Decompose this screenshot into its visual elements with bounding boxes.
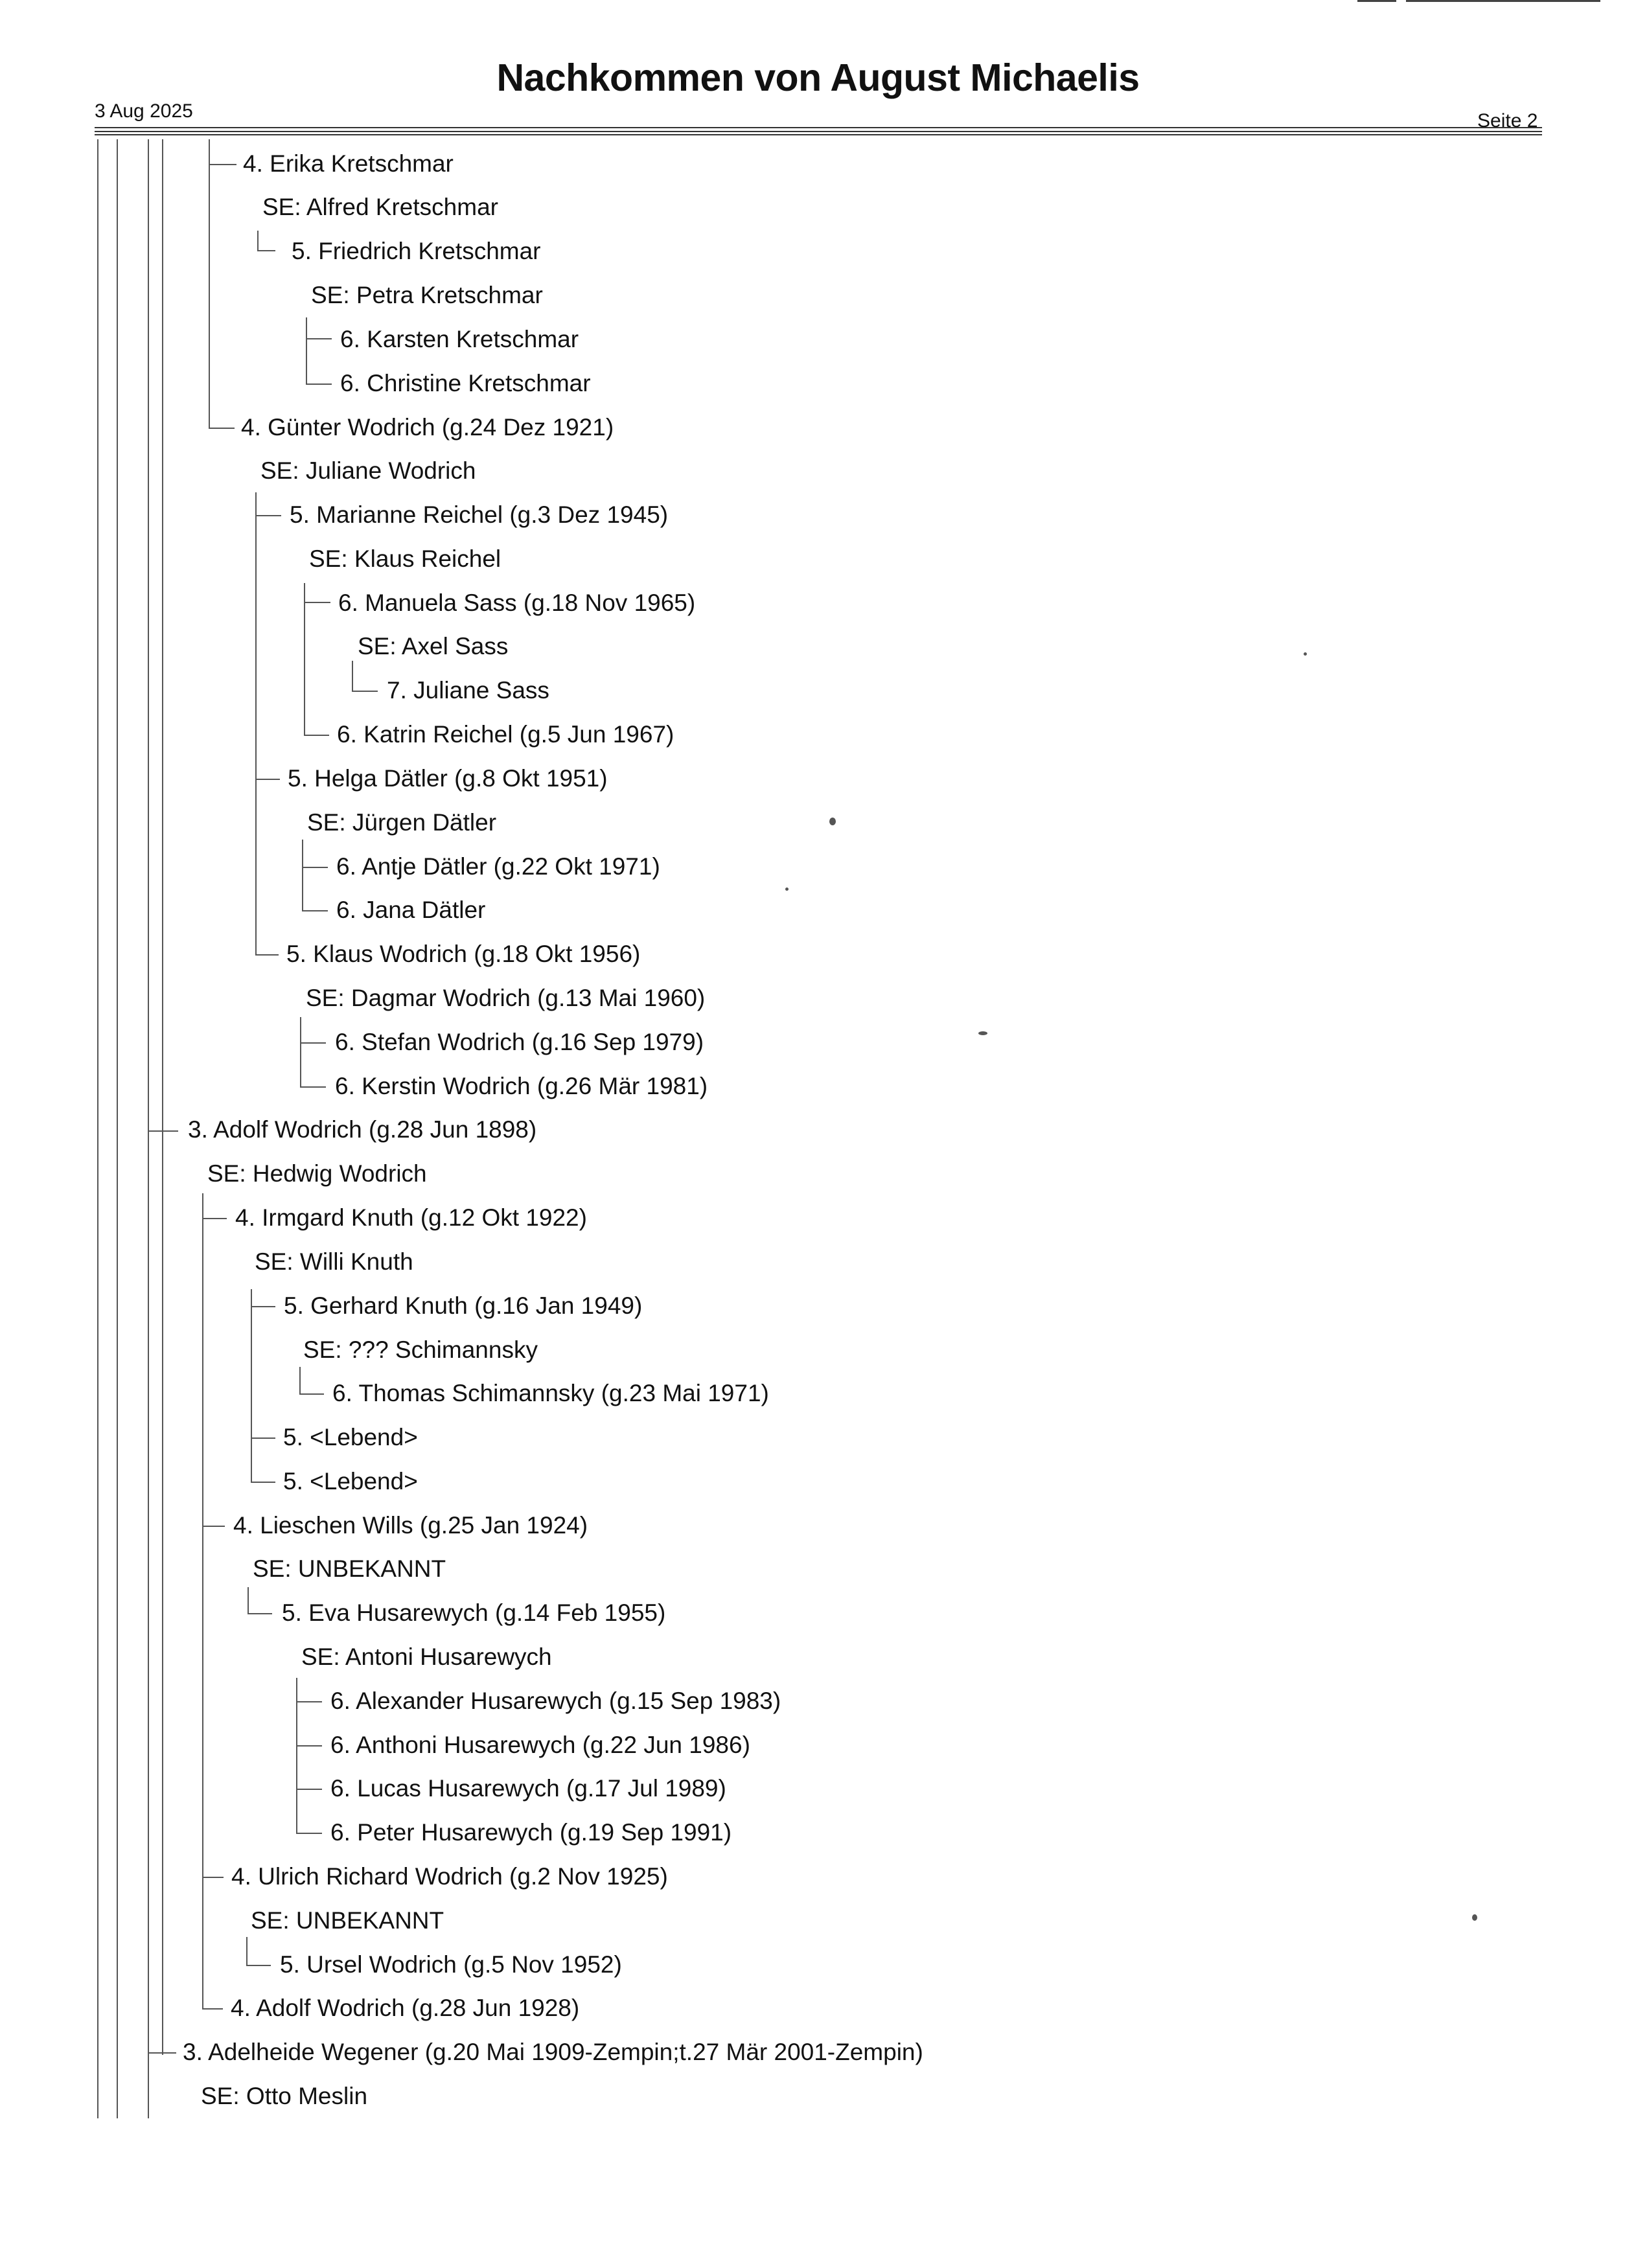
tree-branch-line [202,1218,227,1219]
tree-vertical-line [162,139,163,2055]
tree-branch-line [306,384,332,385]
tree-branch-line [296,1833,322,1834]
spouse-entry: SE: Hedwig Wodrich [207,1160,427,1187]
tree-vertical-line [251,1289,252,1482]
descendant-entry: 6. Stefan Wodrich (g.16 Sep 1979) [335,1029,704,1055]
descendant-entry: 6. Christine Kretschmar [340,370,591,396]
tree-vertical-line [248,1587,249,1613]
descendant-entry: 6. Alexander Husarewych (g.15 Sep 1983) [330,1688,781,1714]
header-rule [95,131,1542,132]
tree-branch-line [255,779,280,780]
header-rule [95,127,1542,128]
tree-branch-line [209,164,236,165]
descendant-entry: 3. Adolf Wodrich (g.28 Jun 1898) [188,1116,537,1143]
spouse-entry: SE: Jürgen Dätler [307,809,497,836]
tree-branch-line [255,954,279,956]
tree-branch-line [248,1613,272,1614]
descendant-entry: 5. Klaus Wodrich (g.18 Okt 1956) [286,941,641,967]
tree-branch-line [255,515,281,516]
tree-vertical-line [148,139,149,2118]
tree-branch-line [202,1526,225,1527]
spouse-entry: SE: Axel Sass [358,633,509,659]
descendant-entry: 6. Katrin Reichel (g.5 Jun 1967) [337,721,674,748]
descendant-entry: 4. Günter Wodrich (g.24 Dez 1921) [241,414,614,441]
scan-mark [1357,0,1396,2]
descendant-entry: 3. Adelheide Wegener (g.20 Mai 1909-Zempin;t.27 Mär 2001-Zempin) [183,2039,923,2065]
tree-branch-line [148,2052,176,2054]
tree-vertical-line [202,1193,203,2008]
descendant-entry: 6. Lucas Husarewych (g.17 Jul 1989) [330,1775,726,1802]
descendant-entry: 6. Antje Dätler (g.22 Okt 1971) [336,853,660,880]
tree-vertical-line [352,661,353,691]
tree-branch-line [251,1438,275,1439]
tree-vertical-line [300,1017,301,1086]
tree-branch-line [251,1482,275,1483]
tree-branch-line [299,1393,324,1395]
scan-speck [1472,1914,1477,1921]
tree-branch-line [202,1877,224,1878]
descendant-entry: 7. Juliane Sass [387,677,549,704]
descendant-entry: 5. Ursel Wodrich (g.5 Nov 1952) [280,1951,622,1978]
spouse-entry: SE: UNBEKANNT [253,1555,446,1582]
scan-speck [978,1031,987,1035]
spouse-entry: SE: Antoni Husarewych [301,1644,552,1670]
descendant-entry: 5. Marianne Reichel (g.3 Dez 1945) [290,501,669,528]
scan-mark [1406,0,1600,2]
descendant-entry: 4. Ulrich Richard Wodrich (g.2 Nov 1925) [231,1863,668,1890]
scan-speck [1304,652,1307,656]
tree-vertical-line [306,317,307,384]
tree-branch-line [300,1086,326,1088]
spouse-entry: SE: Otto Meslin [201,2083,368,2109]
tree-vertical-line [246,1937,248,1965]
tree-branch-line [296,1745,322,1747]
tree-vertical-line [299,1367,301,1393]
scan-speck [785,888,789,891]
descendant-entry: 6. Jana Dätler [336,897,486,923]
spouse-entry: SE: ??? Schimannsky [303,1336,538,1363]
descendant-entry: 5. <Lebend> [283,1424,418,1450]
tree-branch-line [257,250,275,251]
page-title: Nachkommen von August Michaelis [496,56,1140,99]
tree-vertical-line [117,139,118,2118]
tree-branch-line [296,1701,322,1702]
report-date: 3 Aug 2025 [95,100,193,122]
descendant-entry: 5. Friedrich Kretschmar [292,238,541,264]
descendant-entry: 5. Helga Dätler (g.8 Okt 1951) [288,765,608,792]
descendant-entry: 6. Kerstin Wodrich (g.26 Mär 1981) [335,1073,708,1099]
descendant-entry: 5. <Lebend> [283,1468,418,1495]
tree-branch-line [352,691,378,692]
descendant-entry: 5. Eva Husarewych (g.14 Feb 1955) [282,1599,666,1626]
spouse-entry: SE: Willi Knuth [255,1248,413,1275]
tree-branch-line [246,1965,271,1966]
tree-branch-line [304,602,330,603]
tree-branch-line [302,867,328,868]
tree-vertical-line [97,139,98,2118]
tree-branch-line [300,1042,326,1044]
descendant-entry: 6. Peter Husarewych (g.19 Sep 1991) [330,1819,732,1846]
descendant-entry: 6. Anthoni Husarewych (g.22 Jun 1986) [330,1732,750,1758]
tree-branch-line [209,428,235,429]
tree-branch-line [202,2008,223,2010]
tree-vertical-line [302,840,303,910]
page-number: Seite 2 [1477,110,1538,132]
descendant-entry: 6. Manuela Sass (g.18 Nov 1965) [338,590,696,616]
spouse-entry: SE: Petra Kretschmar [311,282,543,308]
tree-vertical-line [304,583,305,735]
scan-speck [829,818,836,825]
descendant-entry: 6. Thomas Schimannsky (g.23 Mai 1971) [332,1380,769,1406]
spouse-entry: SE: Dagmar Wodrich (g.13 Mai 1960) [306,985,706,1011]
tree-vertical-line [257,231,259,250]
tree-branch-line [296,1789,322,1790]
tree-branch-line [251,1306,275,1307]
descendant-entry: 5. Gerhard Knuth (g.16 Jan 1949) [284,1292,643,1319]
descendant-entry: 4. Adolf Wodrich (g.28 Jun 1928) [231,1995,580,2021]
descendant-entry: 6. Karsten Kretschmar [340,326,579,352]
spouse-entry: SE: UNBEKANNT [251,1907,444,1934]
descendant-entry: 4. Erika Kretschmar [243,150,454,177]
spouse-entry: SE: Alfred Kretschmar [262,194,498,220]
tree-vertical-line [209,139,210,428]
header-rule [95,134,1542,135]
spouse-entry: SE: Juliane Wodrich [260,457,476,484]
tree-branch-line [306,338,332,339]
descendant-entry: 4. Lieschen Wills (g.25 Jan 1924) [233,1512,588,1539]
spouse-entry: SE: Klaus Reichel [309,545,501,572]
tree-branch-line [302,910,328,911]
tree-branch-line [148,1130,178,1132]
tree-branch-line [304,735,329,736]
tree-vertical-line [255,492,257,954]
descendant-entry: 4. Irmgard Knuth (g.12 Okt 1922) [235,1204,587,1231]
